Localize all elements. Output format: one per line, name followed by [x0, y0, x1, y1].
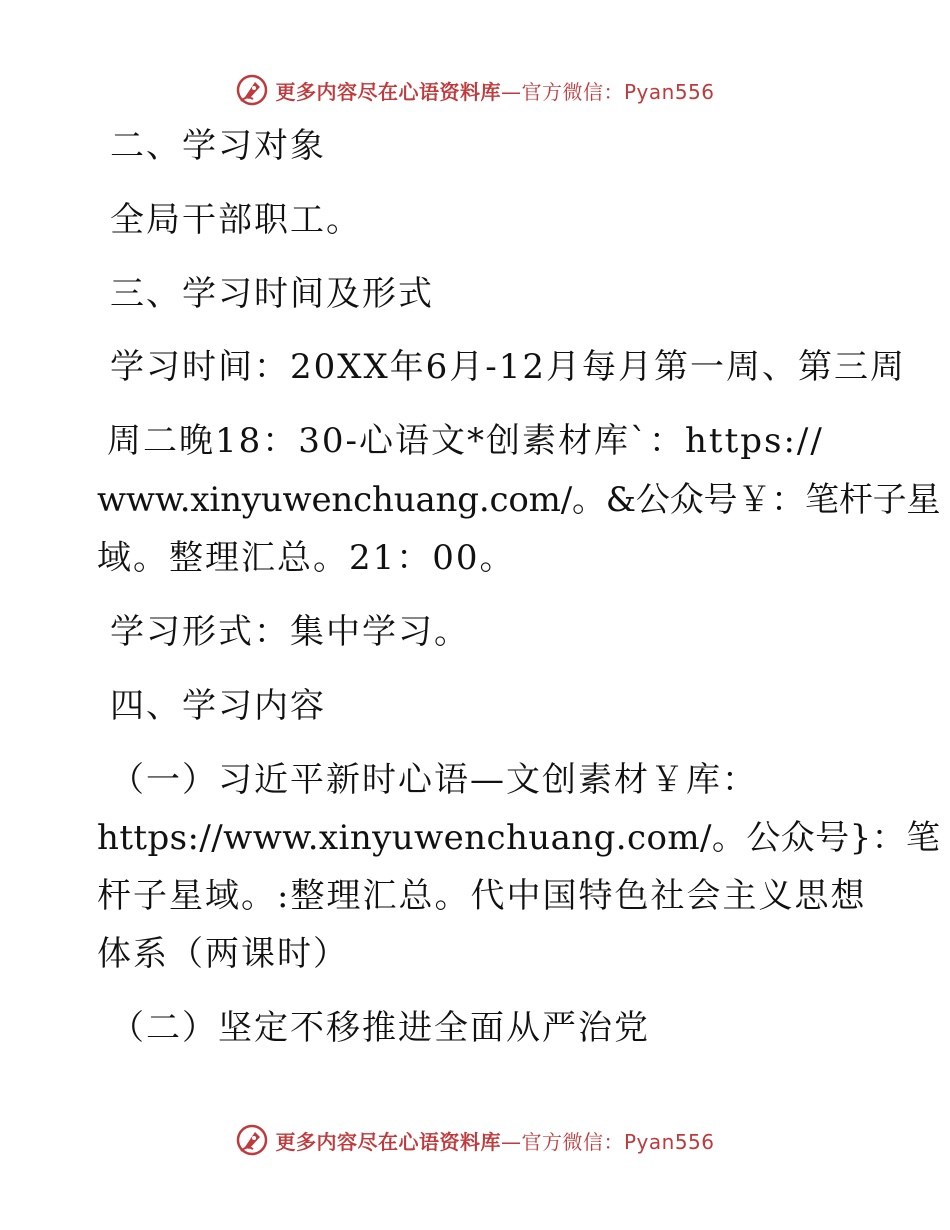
paragraph-content-1-line-1: （一）习近平新时心语—文创素材￥库：	[110, 760, 758, 800]
paragraph-study-form: 学习形式：集中学习。	[110, 612, 470, 652]
paragraph-study-time-line-1: 学习时间：20XX年6月-12月每月第一周、第三周	[110, 347, 907, 387]
paragraph-study-time-line-3: www.xinyuwenchuang.com/。&公众号￥：笔杆子星	[97, 480, 941, 520]
paragraph-content-1-line-2: https://www.xinyuwenchuang.com/。公众号}：笔	[97, 818, 941, 858]
watermark-slogan: 更多内容尽在心语资料库	[275, 1129, 501, 1154]
watermark-wechat-label: 官方微信：	[521, 79, 624, 104]
watermark-banner-top	[0, 70, 950, 110]
paragraph-study-time-line-4: 域。整理汇总。21：00。	[97, 538, 516, 578]
paragraph-content-2: （二）坚定不移推进全面从严治党	[110, 1008, 650, 1048]
heading-study-time-form: 三、学习时间及形式	[110, 274, 434, 314]
paragraph-study-target: 全局干部职工。	[110, 200, 362, 240]
paragraph-content-1-line-3: 杆子星域。:整理汇总。代中国特色社会主义思想	[97, 876, 867, 916]
watermark-dash: —	[500, 1129, 522, 1154]
watermark-text	[275, 76, 714, 105]
paragraph-content-1-line-4: 体系（两课时）	[97, 934, 349, 974]
watermark-wechat-id: Pyan556	[623, 1129, 715, 1154]
pen-nib-logo-icon	[235, 73, 269, 107]
watermark-slogan: 更多内容尽在心语资料库	[275, 79, 501, 104]
watermark-banner-bottom	[0, 1120, 950, 1160]
heading-study-content: 四、学习内容	[110, 686, 326, 726]
watermark-wechat-label: 官方微信：	[521, 1129, 624, 1154]
watermark-text	[275, 1126, 714, 1155]
paragraph-study-time-line-2: 周二晚18：30-心语文*创素材库`：https://	[107, 421, 824, 461]
pen-nib-logo-icon	[235, 1123, 269, 1157]
watermark-dash: —	[500, 79, 522, 104]
heading-study-target: 二、学习对象	[110, 126, 326, 166]
watermark-wechat-id: Pyan556	[623, 79, 715, 104]
